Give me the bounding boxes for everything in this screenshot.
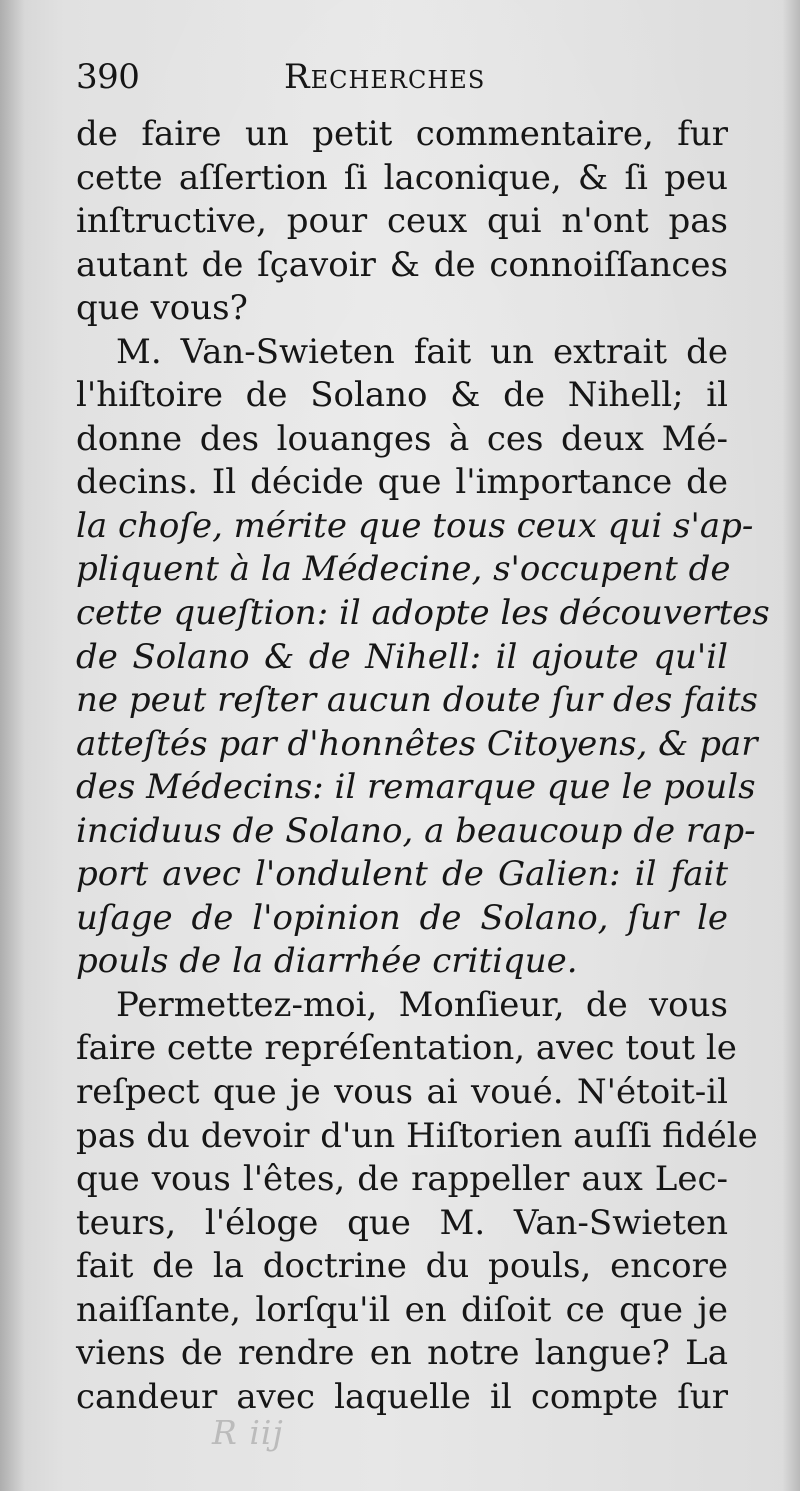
page-header [76, 58, 726, 100]
text-line-5: que vous? [76, 288, 248, 329]
text-line-14: ne peut reſter aucun doute ſur des faits [76, 680, 758, 721]
text-line-6: M. Van-Swieten fait un extrait de [116, 331, 728, 372]
text-line-18: port avec l'ondulent de Galien: il fait [76, 854, 728, 895]
text-line-17: inciduus de Solano, a beaucoup de rap- [76, 810, 756, 851]
text-line-1: de faire un petit commentaire, fur [76, 114, 728, 154]
text-line-12: cette queſtion: il adopte les découvertes [76, 593, 770, 634]
page-body [76, 113, 770, 1419]
text-line-10: la choſe, mérite que tous ceux qui s'ap- [76, 505, 754, 546]
running-head: Recherches [284, 57, 486, 97]
text-line-15: atteſtés par d'honnêtes Citoyens, & par [76, 723, 758, 764]
text-line-28: naiſſante, lorſqu'il en diſoit ce que je [76, 1289, 728, 1330]
text-line-13: de Solano & de Nihell: il ajoute qu'il [76, 636, 728, 677]
text-line-23: reſpect que je vous ai voué. N'étoit-il [76, 1072, 728, 1113]
text-line-25: que vous l'êtes, de rappeller aux Lec- [76, 1159, 728, 1200]
bleed-through-heading [103, 16, 583, 44]
text-line-26: teurs, l'éloge que M. Van-Swieten [76, 1202, 728, 1243]
text-line-29: viens de rendre en notre langue? La [76, 1333, 728, 1374]
text-line-16: des Médecins: il remarque que le pouls [76, 767, 756, 808]
text-line-11: pliquent à la Médecine, s'occupent de [76, 549, 731, 590]
page-number: 390 [76, 57, 140, 97]
text-line-8: donne des louanges à ces deux Mé- [76, 418, 728, 459]
text-line-22: faire cette repréſentation, avec tout le [76, 1028, 737, 1069]
text-line-4: autant de ſçavoir & de connoiſſances [76, 244, 728, 285]
text-line-19: uſage de l'opinion de Solano, ſur le [76, 897, 728, 938]
text-line-2: cette aſſertion ſi laconique, & ſi peu [76, 157, 728, 198]
text-line-9: decins. Il décide que l'importance de [76, 462, 728, 503]
text-line-7: l'hiſtoire de Solano & de Nihell; il [76, 375, 728, 416]
text-line-3: inſtructive, pour ceux qui n'ont pas [76, 201, 728, 242]
text-line-30: candeur avec laquelle il compte ſur [76, 1376, 728, 1417]
text-line-21: Permettez-moi, Monſieur, de vous [116, 984, 728, 1025]
text-line-20: pouls de la diarrhée critique. [76, 941, 578, 982]
text-line-27: fait de la doctrine du pouls, encore [76, 1246, 728, 1287]
text-line-24: pas du devoir d'un Hiſtorien auſſi fidéle [76, 1115, 758, 1156]
faint-catchword: R iij [212, 1413, 284, 1452]
